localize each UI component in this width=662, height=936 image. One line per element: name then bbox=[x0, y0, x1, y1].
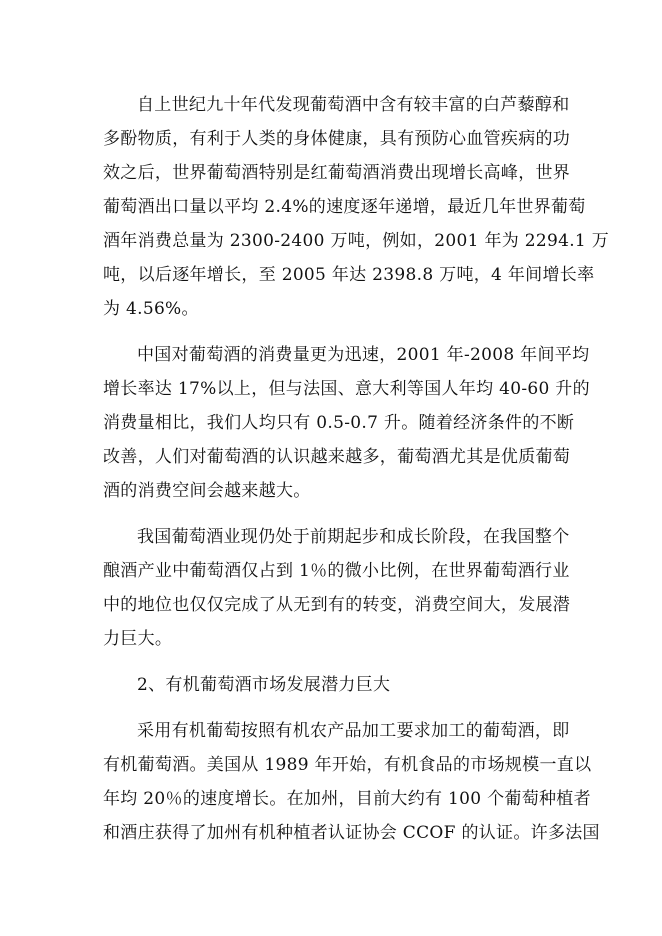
text-line: 中国对葡萄酒的消费量更为迅速，2001 年-2008 年间平均 bbox=[137, 345, 590, 365]
text-line: 采用有机葡萄按照有机农产品加工要求加工的葡萄酒，即 bbox=[137, 721, 570, 741]
text-line: 酒的消费空间会越来越大。 bbox=[103, 481, 311, 501]
text-line: 消费量相比，我们人均只有 0.5-0.7 升。随着经济条件的不断 bbox=[103, 413, 575, 433]
section-heading: 2、有机葡萄酒市场发展潜力巨大 bbox=[137, 675, 391, 695]
text-line: 改善，人们对葡萄酒的认识越来越多，葡萄酒尤其是优质葡萄 bbox=[103, 447, 571, 467]
text-line: 和酒庄获得了加州有机种植者认证协会 CCOF 的认证。许多法国 bbox=[103, 823, 600, 843]
text-line: 吨，以后逐年增长，至 2005 年达 2398.8 万吨，4 年间增长率 bbox=[103, 265, 595, 285]
text-line: 中的地位也仅仅完成了从无到有的转变，消费空间大，发展潜 bbox=[103, 595, 571, 615]
text-line: 我国葡萄酒业现仍处于前期起步和成长阶段，在我国整个 bbox=[137, 527, 570, 547]
text-line: 有机葡萄酒。美国从 1989 年开始，有机食品的市场规模一直以 bbox=[103, 755, 592, 775]
text-line: 酿酒产业中葡萄酒仅占到 1％的微小比例，在世界葡萄酒行业 bbox=[103, 561, 570, 581]
text-line: 酒年消费总量为 2300-2400 万吨，例如，2001 年为 2294.1 万 bbox=[103, 231, 610, 251]
text-line: 葡萄酒出口量以平均 2.4%的速度逐年递增，最近几年世界葡萄 bbox=[103, 197, 586, 217]
text-line: 为 4.56%。 bbox=[103, 299, 199, 319]
text-line: 多酚物质，有利于人类的身体健康，具有预防心血管疾病的功 bbox=[103, 129, 571, 149]
text-line: 年均 20％的速度增长。在加州，目前大约有 100 个葡萄种植者 bbox=[103, 789, 591, 809]
text-line: 自上世纪九十年代发现葡萄酒中含有较丰富的白芦藜醇和 bbox=[137, 95, 570, 115]
text-line: 效之后，世界葡萄酒特别是红葡萄酒消费出现增长高峰，世界 bbox=[103, 163, 571, 183]
text-line: 力巨大。 bbox=[103, 629, 173, 649]
text-line: 增长率达 17%以上，但与法国、意大利等国人年均 40-60 升的 bbox=[103, 379, 590, 399]
